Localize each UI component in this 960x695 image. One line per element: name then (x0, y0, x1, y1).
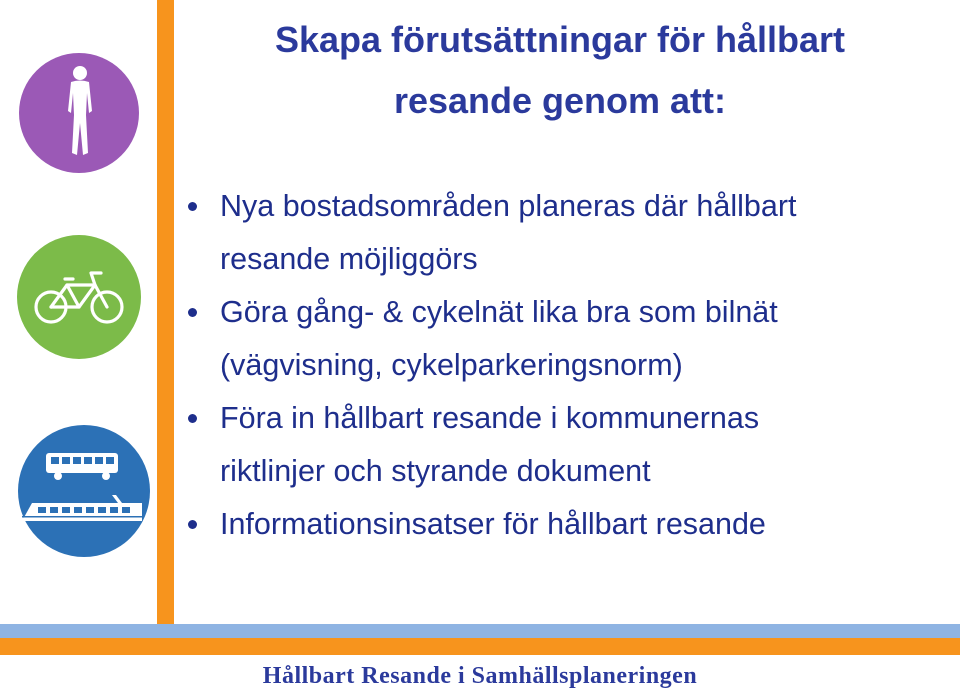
bullet-text: riktlinjer och styrande dokument (220, 454, 651, 488)
bullet-list (188, 180, 928, 551)
slide-title-line-1: Skapa förutsättningar för hållbart (274, 19, 846, 60)
bullet-text: resande möjliggörs (220, 242, 478, 276)
bullet-item (188, 498, 928, 551)
blue-horizontal-stripe (0, 624, 960, 638)
pedestrian-icon (19, 53, 139, 173)
bullet-item (188, 286, 928, 392)
orange-horizontal-stripe (0, 638, 960, 655)
bullet-dot (188, 308, 197, 317)
bullet-text: Göra gång- & cykelnät lika bra som bilnät (220, 295, 778, 329)
bullet-text: Nya bostadsområden planeras där hållbart (220, 189, 797, 223)
bullet-text: Informationsinsatser för hållbart resande (220, 507, 766, 541)
bullet-text: Föra in hållbart resande i kommunernas (220, 401, 760, 435)
bullet-item (188, 180, 928, 286)
bullet-item (188, 392, 928, 498)
orange-vertical-bar (157, 0, 174, 624)
bullet-dot (188, 202, 197, 211)
bullet-dot (188, 414, 197, 423)
footer-text: Hållbart Resande i Samhällsplaneringen (262, 663, 698, 689)
bullet-dot (188, 520, 197, 529)
bus-train-icon (18, 425, 150, 557)
bicycle-icon (17, 235, 141, 359)
slide-title-line-2: resande genom att: (393, 80, 727, 121)
bullet-text: (vägvisning, cykelparkeringsnorm) (220, 348, 683, 382)
